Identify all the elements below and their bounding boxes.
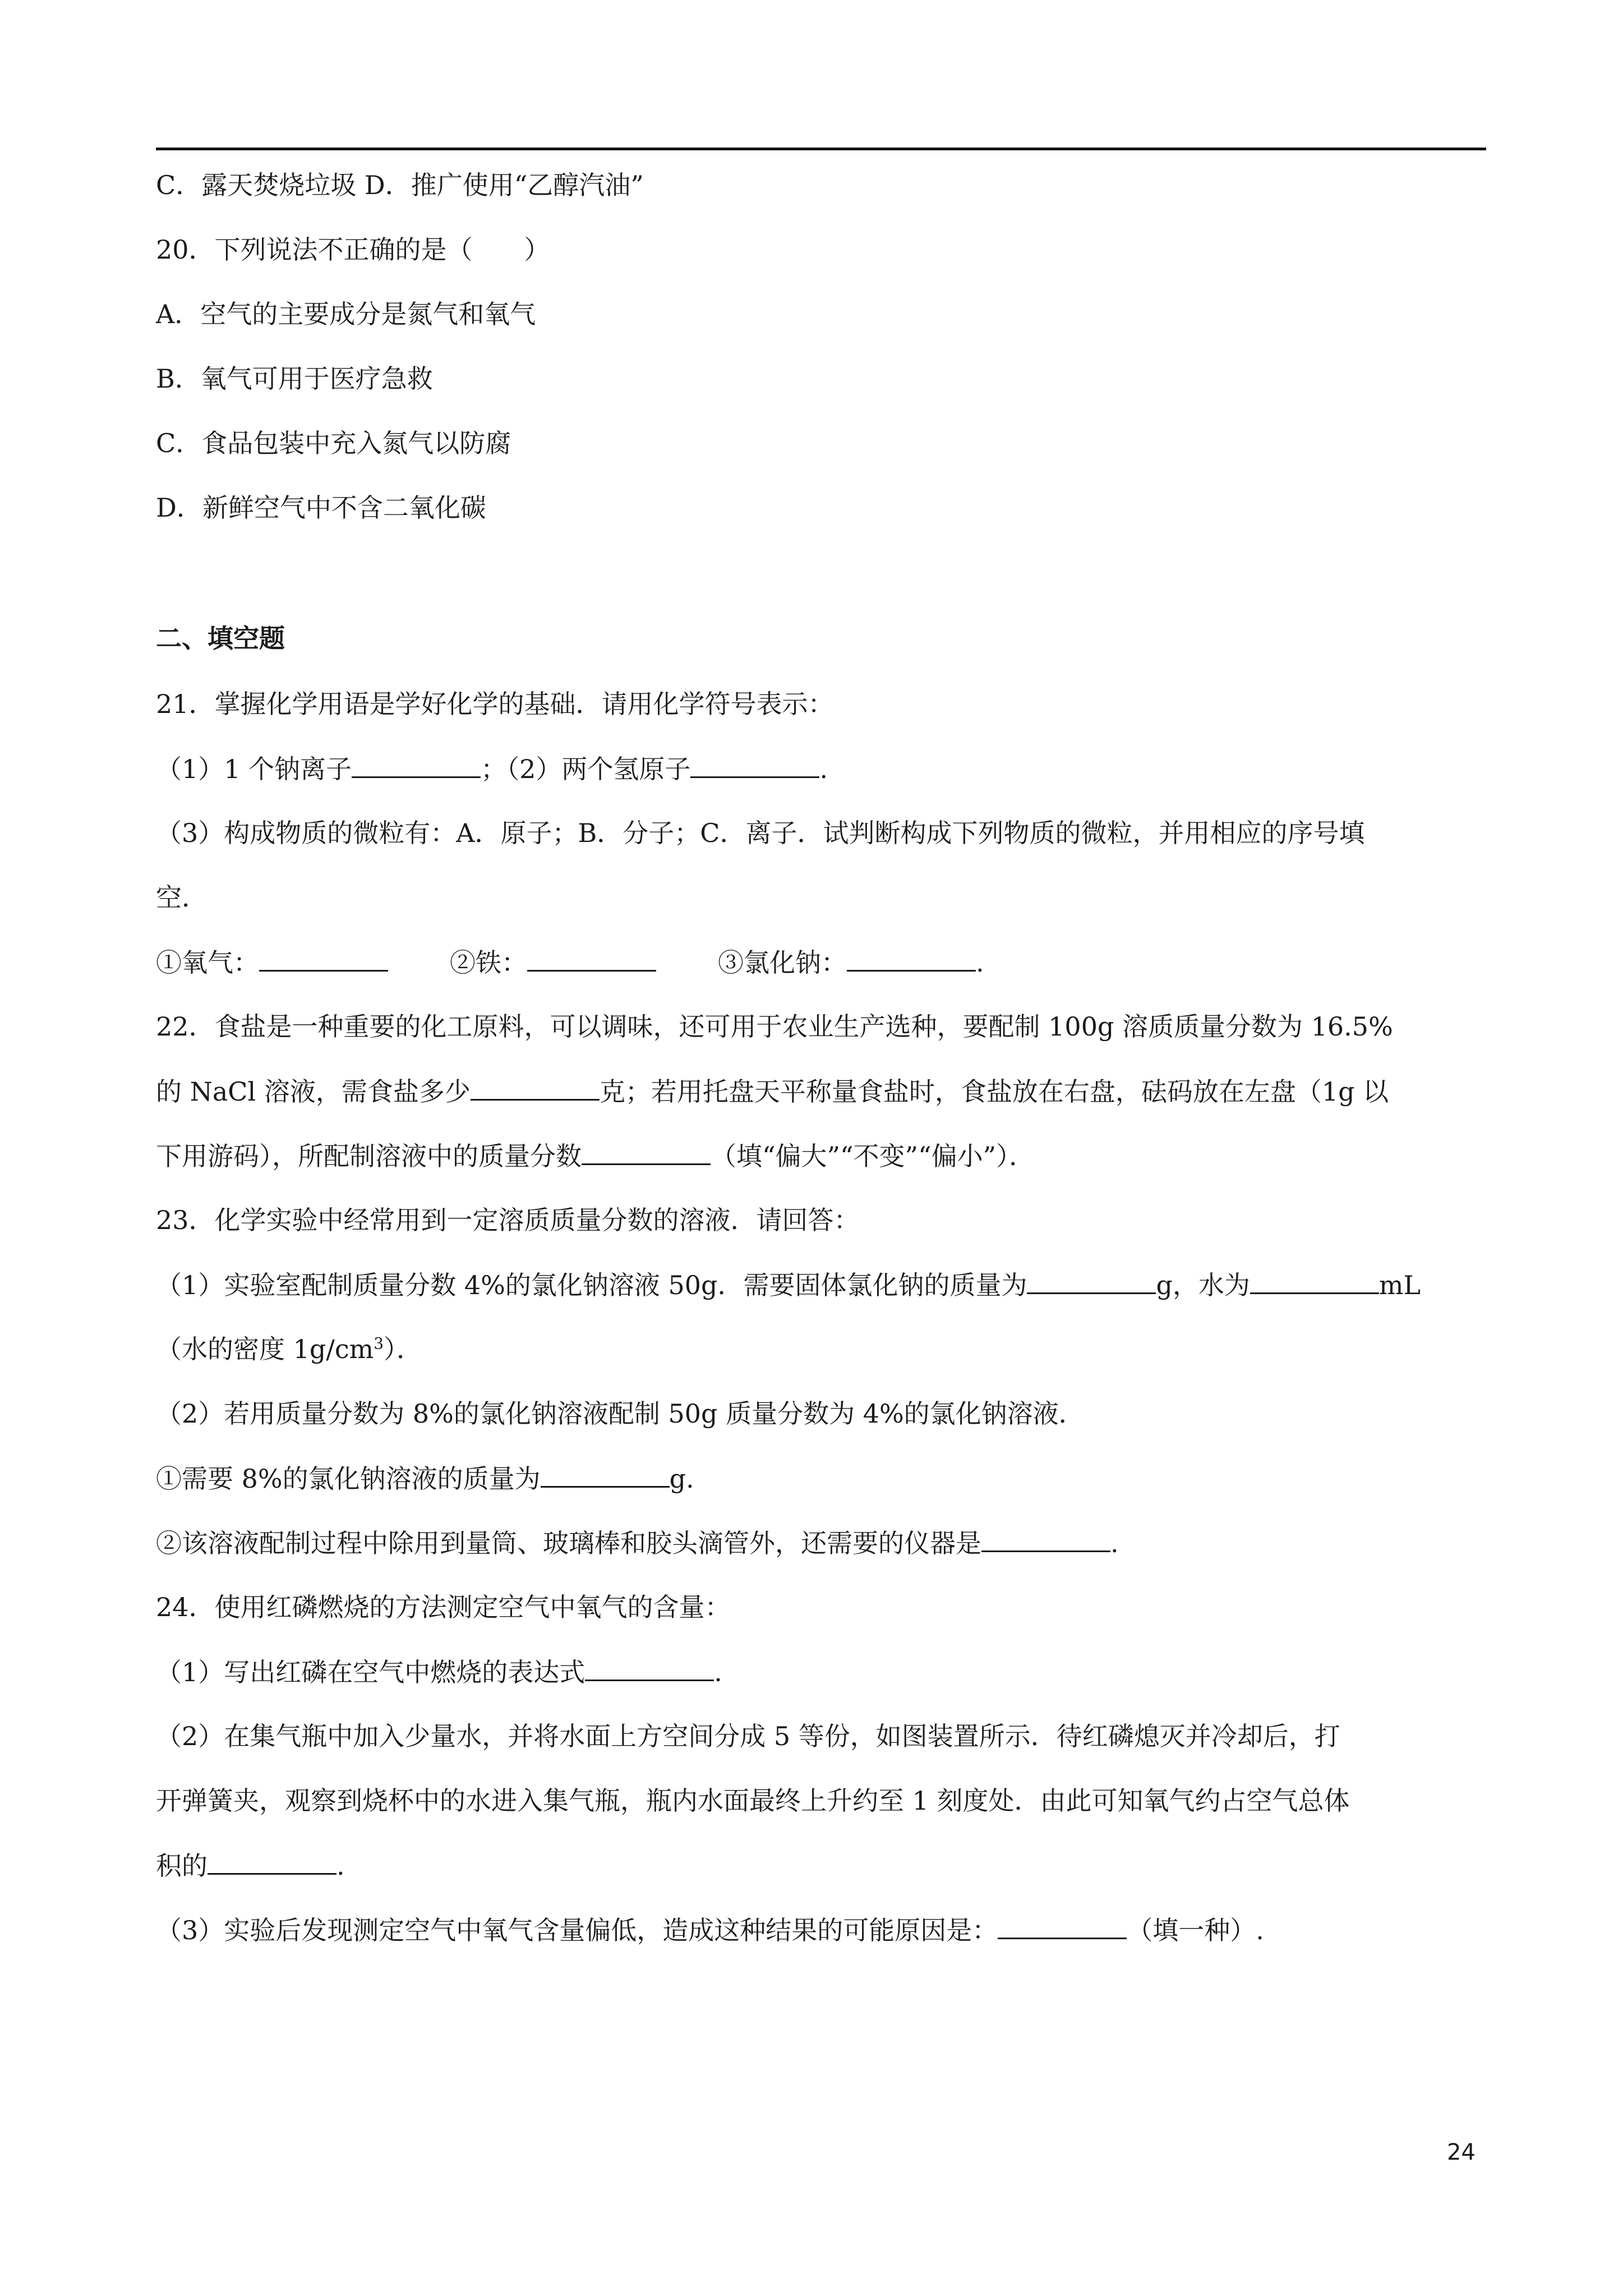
q23-part1 — [156, 1268, 1421, 1302]
answer-blank[interactable] — [541, 1461, 670, 1488]
q23-text: （水的密度 1g/cm — [156, 1334, 374, 1364]
punctuation: . — [819, 754, 828, 784]
answer-blank[interactable] — [981, 1526, 1110, 1552]
q20-option-b: B．氧气可用于医疗急救 — [156, 364, 433, 394]
q24-part2-line1: （2）在集气瓶中加入少量水，并将水面上方空间分成 5 等份，如图装置所示．待红磷熄灭并冷却后，打 — [156, 1721, 1340, 1751]
answer-blank[interactable] — [1027, 1268, 1156, 1294]
q24-text: （1）写出红磷在空气中燃烧的表达式 — [156, 1657, 585, 1687]
q21-part2-label: ；（2）两个氢原子 — [481, 754, 691, 784]
answer-blank[interactable] — [471, 1074, 600, 1101]
answer-blank[interactable] — [259, 945, 388, 972]
superscript: 3 — [374, 1334, 384, 1353]
q23-part1-line2 — [156, 1332, 422, 1366]
q24-part2-line3 — [156, 1848, 345, 1883]
q20-option-d: D．新鲜空气中不含二氧化碳 — [156, 493, 486, 523]
answer-blank[interactable] — [352, 752, 481, 778]
q23-part2-i — [156, 1461, 694, 1496]
q23-text: g. — [669, 1464, 694, 1494]
q24-part3 — [156, 1913, 1264, 1947]
q21-part3-line2: 空． — [156, 882, 208, 913]
q23-stem: 23．化学实验中经常用到一定溶质质量分数的溶液．请回答： — [156, 1205, 860, 1235]
q24-part2-line2: 开弹簧夹，观察到烧杯中的水进入集气瓶，瓶内水面最终上升约至 1 刻度处．由此可知氧气约占空气总体 — [156, 1786, 1350, 1816]
q19-options-cd: C．露天焚烧垃圾 D．推广使用“乙醇汽油” — [156, 170, 644, 200]
punctuation: . — [976, 947, 984, 978]
answer-blank[interactable] — [1250, 1268, 1379, 1294]
q21-item-oxygen: ①氧气： — [156, 947, 259, 978]
section-heading-fill-blank: 二、填空题 — [156, 623, 285, 654]
q22-text: （填“偏大”“不变”“偏小”）． — [711, 1141, 1035, 1171]
q24-text: （填一种）. — [1127, 1915, 1264, 1945]
q20-option-c: C．食品包装中充入氮气以防腐 — [156, 428, 511, 458]
answer-blank[interactable] — [690, 752, 819, 778]
q23-text: （1）实验室配制质量分数 4%的氯化钠溶液 50g．需要固体氯化钠的质量为 — [156, 1270, 1027, 1300]
q21-part3-line1: （3）构成物质的微粒有：A．原子；B．分子；C．离子．试判断构成下列物质的微粒，并用相应的序号填 — [156, 818, 1365, 848]
q23-text: . — [1110, 1528, 1119, 1558]
q21-part1 — [156, 752, 828, 786]
q20-option-a: A．空气的主要成分是氮气和氧气 — [156, 299, 536, 329]
q20-stem: 20．下列说法不正确的是（ ） — [156, 234, 550, 265]
q22-text: 克；若用托盘天平称量食盐时，食盐放在右盘，砝码放在左盘（1g 以 — [599, 1076, 1389, 1107]
q23-text: ①需要 8%的氯化钠溶液的质量为 — [156, 1464, 541, 1494]
answer-blank[interactable] — [582, 1139, 711, 1165]
answer-blank[interactable] — [847, 945, 976, 972]
q24-part1 — [156, 1655, 722, 1689]
q21-stem: 21．掌握化学用语是学好化学的基础．请用化学符号表示： — [156, 689, 834, 719]
q22-text: 的 NaCl 溶液，需食盐多少 — [156, 1076, 471, 1107]
q23-text: ②该溶液配制过程中除用到量筒、玻璃棒和胶头滴管外，还需要的仪器是 — [156, 1528, 981, 1558]
q24-stem: 24．使用红磷燃烧的方法测定空气中氧气的含量： — [156, 1592, 731, 1622]
header-rule — [156, 148, 1486, 150]
q22-line3 — [156, 1139, 1035, 1173]
q24-text: 积的 — [156, 1851, 208, 1881]
q24-text: . — [336, 1851, 345, 1881]
answer-blank[interactable] — [527, 945, 656, 972]
q22-text: 下用游码），所配制溶液中的质量分数 — [156, 1141, 582, 1171]
q23-text: mL — [1378, 1270, 1421, 1300]
q23-text: g，水为 — [1156, 1270, 1250, 1300]
q23-text: ）． — [384, 1334, 423, 1364]
q21-part1-label: （1）1 个钠离子 — [156, 754, 352, 784]
q23-part2-ii — [156, 1526, 1119, 1560]
q22-line2 — [156, 1074, 1389, 1108]
q24-text: （3）实验后发现测定空气中氧气含量偏低，造成这种结果的可能原因是： — [156, 1915, 998, 1945]
answer-blank[interactable] — [208, 1848, 336, 1875]
q21-items — [156, 945, 984, 979]
q21-item-iron: ②铁： — [450, 947, 527, 978]
q22-line1: 22．食盐是一种重要的化工原料，可以调味，还可用于农业生产选种，要配制 100g 溶质质量分数为 16.5% — [156, 1011, 1393, 1042]
q23-part2: （2）若用质量分数为 8%的氯化钠溶液配制 50g 质量分数为 4%的氯化钠溶液． — [156, 1398, 1085, 1429]
q21-item-nacl: ③氯化钠： — [718, 947, 847, 978]
answer-blank[interactable] — [998, 1913, 1127, 1939]
answer-blank[interactable] — [585, 1655, 714, 1681]
page-number: 24 — [1447, 2139, 1476, 2165]
q24-text: . — [714, 1657, 722, 1687]
